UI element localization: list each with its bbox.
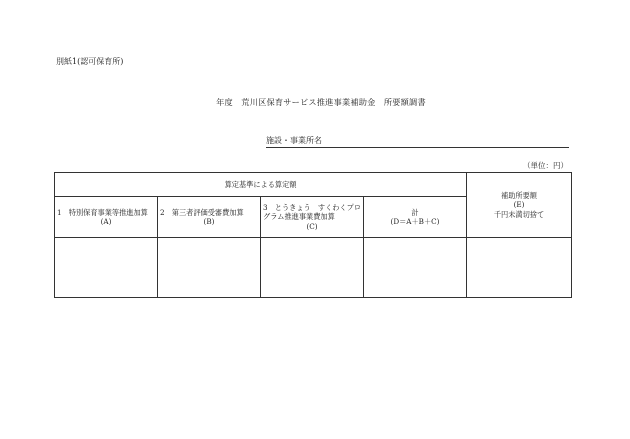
group-header: 算定基準による算定額: [55, 173, 467, 197]
required-amount-title: 補助所要額: [501, 190, 537, 200]
column-header-a: [55, 197, 158, 238]
document-label: 別紙1(認可保育所): [56, 57, 124, 66]
column-d-label: 計: [411, 207, 419, 217]
value-cell-e[interactable]: [467, 238, 572, 298]
value-cell-b[interactable]: [158, 238, 261, 298]
value-cell-a[interactable]: [55, 238, 158, 298]
column-a-code: (A): [100, 217, 112, 226]
value-cell-c[interactable]: [261, 238, 364, 298]
facility-name-field[interactable]: 施設・事業所名: [266, 135, 569, 148]
column-header-d: [364, 197, 467, 238]
document-title: 年度 荒川区保育サービス推進事業補助金 所要額調書: [216, 97, 426, 107]
column-b-code: (B): [203, 217, 215, 226]
value-row: [55, 238, 572, 298]
unit-label: （単位：円）: [523, 161, 568, 170]
required-amount-note: 千円未満切捨て: [493, 209, 545, 219]
column-header-b: [158, 197, 261, 238]
column-c-code: (C): [306, 221, 318, 231]
header-row-1: [55, 173, 572, 197]
value-cell-d[interactable]: [364, 238, 467, 298]
column-d-code: (D＝A＋B＋C): [390, 217, 440, 226]
column-b-label: 2 第三者評価受審費加算: [160, 207, 244, 217]
required-amount-header: [467, 173, 572, 238]
column-c-label: 3 とうきょう すくわくプログラム推進事業費加算: [263, 202, 362, 222]
column-a-label: 1 特別保育事業等推進加算: [57, 207, 148, 217]
column-header-c: [261, 197, 364, 238]
calculation-table: [54, 172, 572, 298]
required-amount-code: (E): [513, 200, 525, 210]
